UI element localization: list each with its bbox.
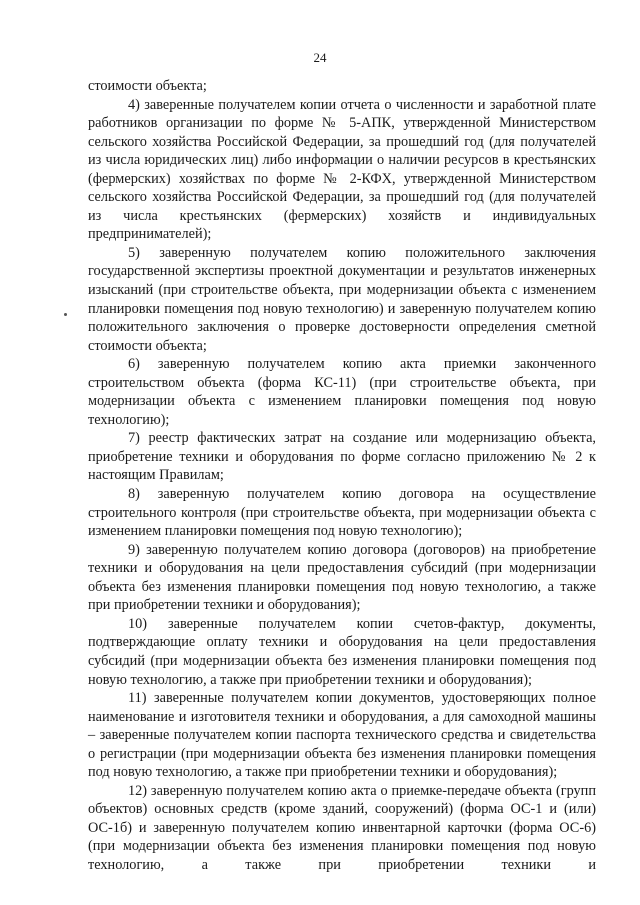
paragraph-item-4: 4) заверенные получателем копии отчета о численности и заработной плате работников организации по форме № 5-АПК, утвержденной Министерством сельского хозяйства Российской Федерации, за прошедший год (для получателей из числа юридических лиц) либо информации о наличии ресурсов в крестьянских (фермерских) хозяйствах по форме № 2-КФХ, утвержденной Министерством сельского хозяйства Российской Федерации, за прошедший год (для получателей из числа крестьянских (фермерских) хозяйств и индивидуальных предпринимателей); [88,96,596,243]
page-number: 24 [313,50,327,65]
paragraph-item-10: 10) заверенные получателем копии счетов-фактур, документы, подтверждающие оплату техники и оборудования на цели предоставления субсидий (при модернизации объекта без изменения планировки помещения под новую технологию, а также при приобретении техники и оборудования); [88,615,596,688]
margin-mark [64,313,67,316]
document-body [88,77,596,875]
paragraph-item-6: 6) заверенную получателем копию акта приемки законченного строительством объекта (форма КС-11) (при строительстве объекта, при модернизации объекта с изменением планировки помещения под новую технологию); [88,356,596,428]
paragraph-item-11: 11) заверенные получателем копии документов, удостоверяющих полное наименование и изготовителя техники и оборудования, а для самоходной машины – заверенные получателем копии паспорта технического средства и свидетельства о регистрации (при модернизации объекта без изменения планировки помещения под новую технологию, а также при приобретении техники и оборудования); [88,690,596,781]
paragraph-item-9: 9) заверенную получателем копию договора (договоров) на приобретение техники и оборудования на цели предоставления субсидий (при модернизации объекта без изменения планировки помещения под новую технологию, а также при приобретении техники и оборудования); [88,541,596,614]
paragraph-item-8: 8) заверенную получателем копию договора на осуществление строительного контроля (при строительстве объекта, при модернизации объекта с изменением планировки помещения под новую технологию); [88,486,596,540]
paragraph-item-12: 12) заверенную получателем копию акта о приемке-передаче объекта (групп объектов) основных средств (кроме зданий, сооружений) (форма ОС-1 и (или) ОС-1б) и заверенную получателем копию инвентарной карточки (форма ОС-6) (при модернизации объекта без изменения планировки помещения под новую технологию, а также при приобретении техники и [88,782,596,873]
paragraph-item-5: 5) заверенную получателем копию положительного заключения государственной экспертизы проектной документации и результатов инженерных изысканий (при строительстве объекта, при модернизации объекта с изменением планировки помещения под новую технологию) и заверенную получателем копию положительного заключения о проверке достоверности определения сметной стоимости объекта; [88,244,596,354]
paragraph-item-7: 7) реестр фактических затрат на создание или модернизацию объекта, приобретение техники и оборудования по форме согласно приложению № 2 к настоящим Правилам; [88,430,596,484]
paragraph-continuation: стоимости объекта; [88,78,207,94]
